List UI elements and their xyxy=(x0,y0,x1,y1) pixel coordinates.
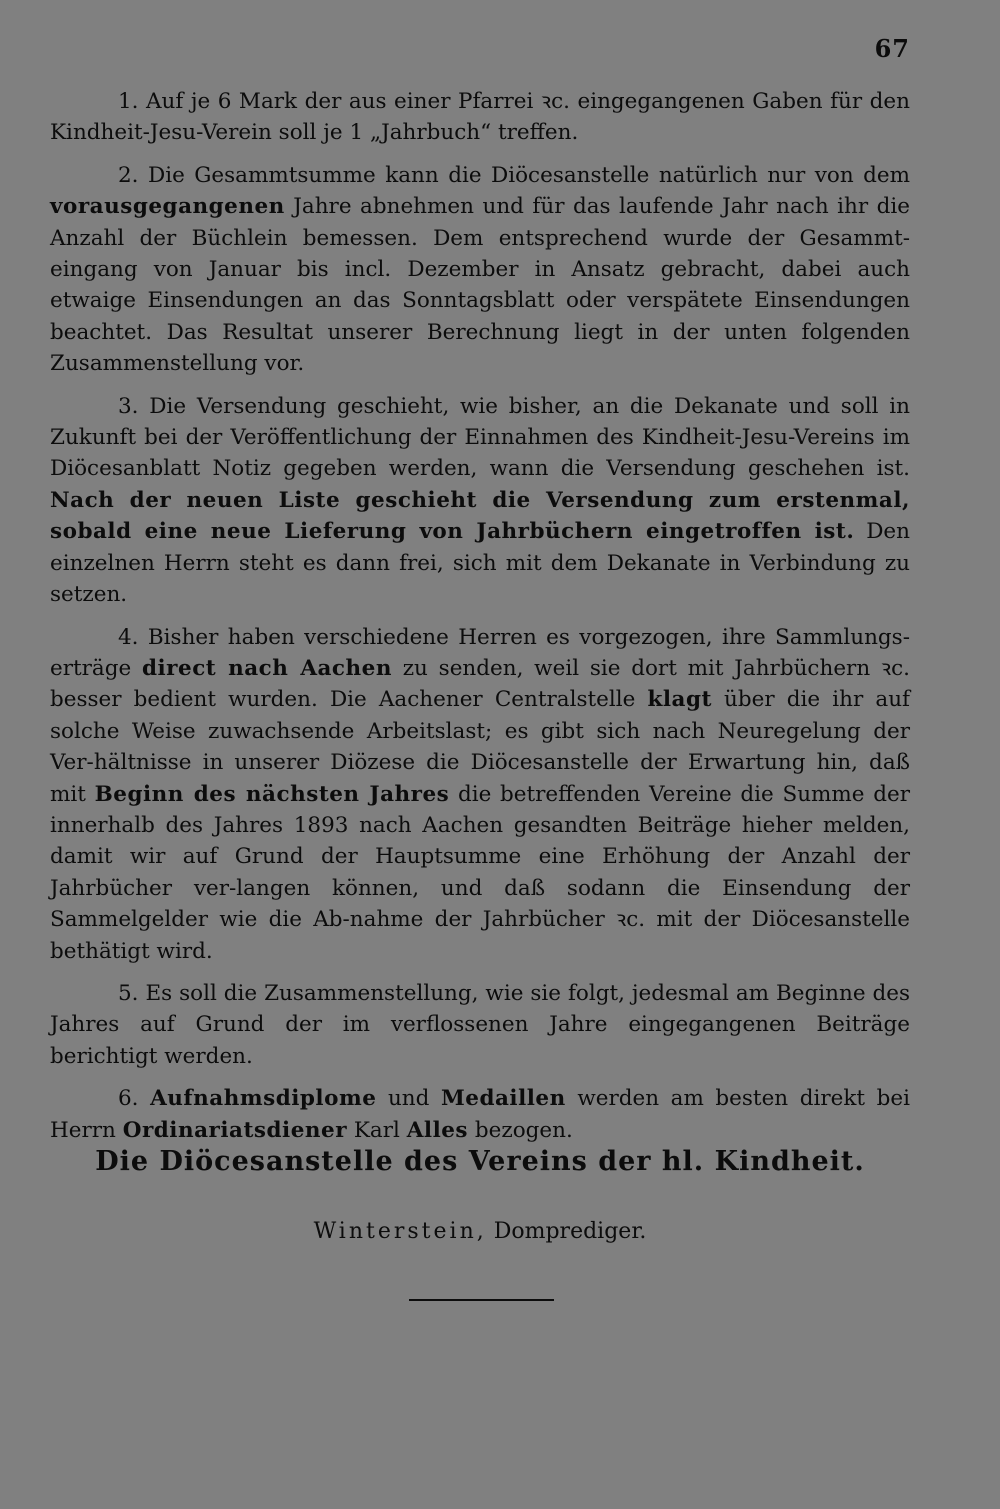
paragraph-text: bezogen. xyxy=(468,1117,573,1143)
paragraph-text: Den einzelnen Herrn steht es dann frei, sich mit dem Dekanate in Verbindung zu setzen. xyxy=(50,519,910,608)
paragraph-number: 1. xyxy=(118,89,139,114)
signature xyxy=(50,1219,910,1244)
paragraph-text: Es soll die Zusammenstellung, wie sie folgt, jedesmal am Beginne des Jahres auf Grund der im verflossenen Jahre eingegangenen Beiträge berichtigt werden. xyxy=(50,980,910,1069)
paragraph-text: zu senden, weil sie dort mit Jahrbüchern ꝛc. besser bedient wurden. Die Aachener Centralstelle xyxy=(50,655,910,713)
paragraph-text: die betreffenden Vereine die Summe der innerhalb des Jahres 1893 nach Aachen gesandten Beiträge hieher melden, damit wir auf Grund der Hauptsumme eine Erhöhung der Anzahl der Jahrbücher ver-langen können, und daß sodann die Einsendung der Sammelgelder wie die Ab-nahme der Jahrbücher ꝛc. mit der Diöcesanstelle bethätigt wird. xyxy=(50,781,910,964)
paragraph-text: Auf je 6 Mark der aus einer Pfarrei ꝛc. eingegangenen Gaben für den Kindheit-Jesu-Verein soll je 1 „Jahrbuch“ treffen. xyxy=(50,89,910,146)
paragraph-number: 3. xyxy=(118,393,139,419)
paragraph-text: werden am besten direkt bei Herrn xyxy=(50,1086,910,1143)
paragraph-number: 5. xyxy=(118,980,139,1006)
paragraph-text: und xyxy=(376,1086,441,1112)
emphasis-text: Ordinariatsdiener xyxy=(122,1117,348,1143)
emphasis-text: Nach der neuen Liste geschieht die Versendung zum erstenmal, sobald eine neue Lieferung von Jahrbüchern eingetroffen ist. xyxy=(50,487,910,545)
paragraph-number: 2. xyxy=(118,162,139,188)
paragraph-4 xyxy=(50,622,910,967)
closing-heading: Die Diöcesanstelle des Vereins der hl. Kindheit. xyxy=(95,1146,865,1177)
paragraph-2 xyxy=(50,160,910,380)
emphasis-text: Alles xyxy=(406,1117,469,1143)
paragraph-number: 6. xyxy=(118,1086,139,1112)
emphasis-text: Beginn des nächsten Jahres xyxy=(94,781,450,807)
paragraph-text: über die ihr auf solche Weise zuwachsende Arbeitslast; es gibt sich nach Neuregelung der Ver-hältnisse in unserer Diözese die Diöcesanstelle der Erwartung hin, daß mit xyxy=(50,687,910,807)
body-text xyxy=(50,86,910,1157)
signature-name: Winterstein, xyxy=(313,1219,487,1244)
paragraph-text: Die Gesammtsumme kann die Diöcesanstelle natürlich nur von dem xyxy=(138,162,910,188)
paragraph-number: 4. xyxy=(118,624,139,650)
paragraph-text: Bisher haben verschiedene Herren es vorgezogen, ihre Sammlungs-erträge xyxy=(50,624,910,681)
paragraph-5 xyxy=(50,978,910,1072)
paragraph-6 xyxy=(50,1083,910,1146)
divider-rule xyxy=(409,1299,554,1301)
emphasis-text: vorausgegangenen xyxy=(50,194,285,220)
paragraph-text: Karl xyxy=(347,1117,407,1143)
emphasis-text: direct nach Aachen xyxy=(141,655,392,681)
paragraph-text: Die Versendung geschieht, wie bisher, an die Dekanate und soll in Zukunft bei der Veröffentlichung der Einnahmen des Kindheit-Jesu-Vereins im Diöcesanblatt Notiz gegeben werden, wann die Versendung geschehen ist. xyxy=(50,393,910,482)
paragraph-3 xyxy=(50,391,910,611)
emphasis-text: Aufnahmsdiplome xyxy=(150,1086,377,1112)
emphasis-text: Medaillen xyxy=(440,1086,566,1112)
paragraph-text: Jahre abnehmen und für das laufende Jahr nach ihr die Anzahl der Büchlein bemessen. Dem entsprechend wurde der Gesammt-eingang von Januar bis incl. Dezember in Ansatz gebracht, dabei auch etwaige Einsendungen an das Sonntagsblatt oder verspätete Einsendungen beachtet. Das Resultat unserer Berechnung liegt in der unten folgenden Zusammenstellung vor. xyxy=(50,194,910,377)
paragraph-text xyxy=(139,1086,151,1111)
signature-title: Domprediger. xyxy=(486,1219,647,1244)
paragraph-1 xyxy=(50,86,910,149)
page-number: 67 xyxy=(874,34,910,63)
emphasis-text: klagt xyxy=(647,687,712,713)
